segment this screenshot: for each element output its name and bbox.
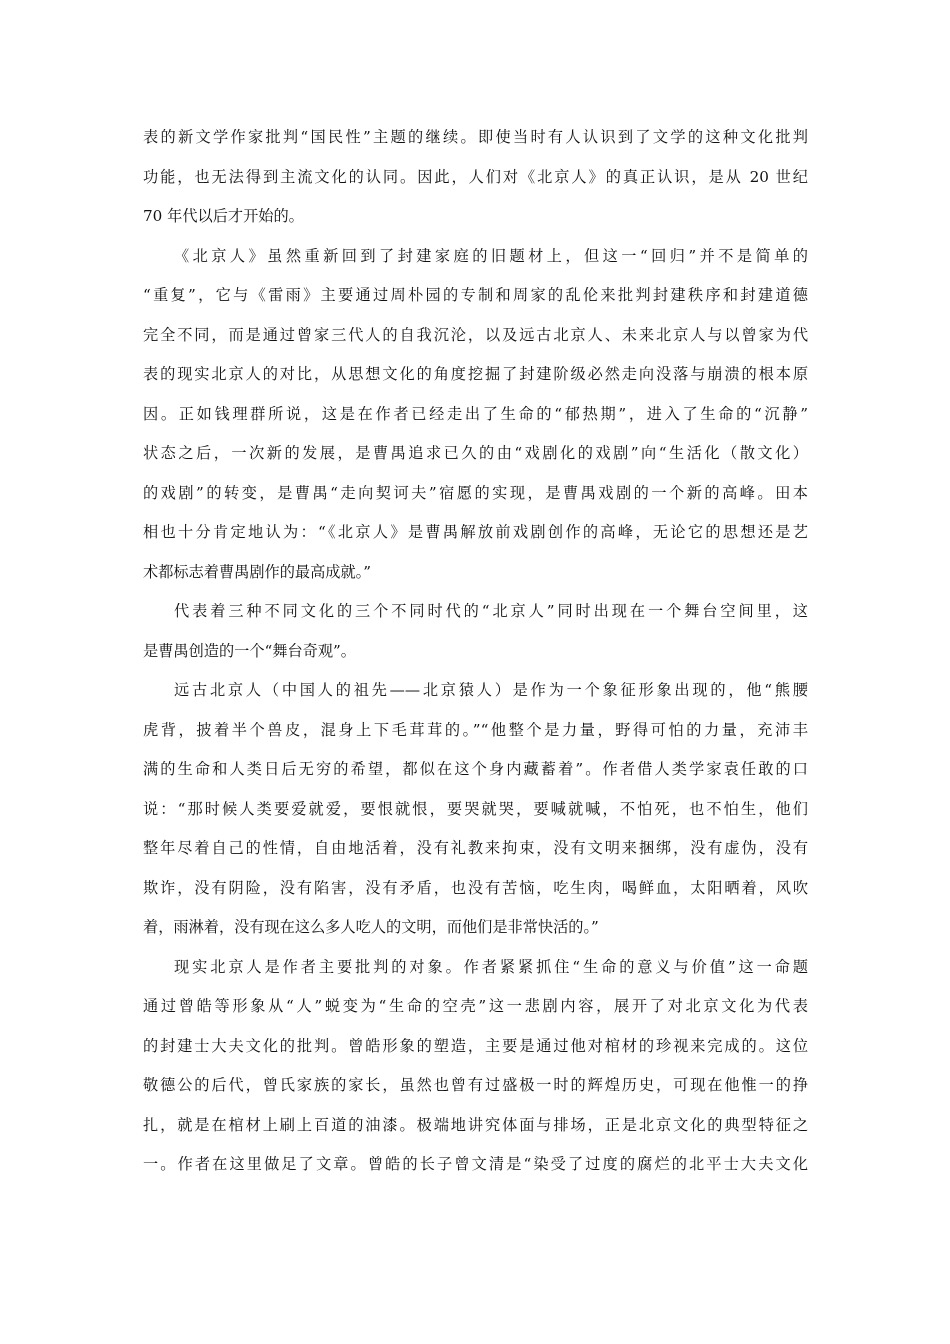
text-line: 敬德公的后代，曾氏家族的家长，虽然也曾有过盛极一时的辉煌历史，可现在他惟一的挣 — [143, 1076, 808, 1094]
text-line: 说：“那时候人类要爱就爱，要恨就恨，要哭就哭，要喊就喊，不怕死，也不怕生，他们 — [143, 799, 808, 818]
text-line: 是曹禺创造的一个“舞台奇观”。 — [143, 641, 356, 660]
paragraph-start-line: 远古北京人（中国人的祖先——北京猿人）是作为一个象征形象出现的，他“熊腰 — [174, 681, 808, 699]
paragraph-start-line: 《北京人》虽然重新回到了封建家庭的旧题材上，但这一“回归”并不是简单的 — [174, 246, 808, 265]
text-line: 扎，就是在棺材上刷上百道的油漆。极端地讲究体面与排场，正是北京文化的典型特征之 — [143, 1115, 808, 1134]
text-line: 70 年代以后才开始的。 — [143, 207, 304, 225]
text-line: 满的生命和人类日后无穷的希望，都似在这个身内藏蓄着”。作者借人类学家袁任敢的口 — [143, 760, 808, 778]
text-line: 整年尽着自己的性情，自由地活着，没有礼教来拘束，没有文明来捆绑，没有虚伪，没有 — [143, 839, 808, 857]
document-page — [143, 118, 808, 1185]
text-line: 的封建士大夫文化的批判。曾皓形象的塑造，主要是通过他对棺材的珍视来完成的。这位 — [143, 1036, 808, 1055]
text-line: 功能，也无法得到主流文化的认同。因此，人们对《北京人》的真正认识，是从 20 世纪 — [143, 167, 808, 186]
text-line: “重复”，它与《雷雨》主要通过周朴园的专制和周家的乱伦来批判封建秩序和封建道德 — [143, 286, 808, 304]
text-line: 虎背，披着半个兽皮，混身上下毛茸茸的。”“他整个是力量，野得可怕的力量，充沛丰 — [143, 720, 808, 739]
text-line: 一。作者在这里做足了文章。曾皓的长子曾文清是“染受了过度的腐烂的北平士大夫文化 — [143, 1155, 808, 1173]
paragraph-start-line: 现实北京人是作者主要批判的对象。作者紧紧抓住“生命的意义与价值”这一命题 — [174, 957, 808, 976]
text-line: 通过曾皓等形象从“人”蜕变为“生命的空壳”这一悲剧内容，展开了对北京文化为代表 — [143, 997, 808, 1015]
text-line: 表的新文学作家批判“国民性”主题的继续。即使当时有人认识到了文学的这种文化批判 — [143, 128, 808, 146]
text-line: 表的现实北京人的对比，从思想文化的角度挖掘了封建阶级必然走向没落与崩溃的根本原 — [143, 365, 808, 383]
text-line: 着，雨淋着，没有现在这么多人吃人的文明，而他们是非常快活的。” — [143, 918, 599, 936]
text-line: 的戏剧”的转变，是曹禺“走向契诃夫”宿愿的实现，是曹禺戏剧的一个新的高峰。田本 — [143, 483, 808, 502]
paragraph-start-line: 代表着三种不同文化的三个不同时代的“北京人”同时出现在一个舞台空间里，这 — [174, 602, 808, 620]
text-line: 完全不同，而是通过曾家三代人的自我沉沦，以及远古北京人、未来北京人与以曾家为代 — [143, 325, 808, 344]
text-line: 因。正如钱理群所说，这是在作者已经走出了生命的“郁热期”，进入了生命的“沉静” — [143, 404, 808, 423]
text-line: 术都标志着曹禺剧作的最高成就。” — [143, 562, 371, 581]
text-line: 相也十分肯定地认为：“《北京人》是曹禺解放前戏剧创作的高峰，无论它的思想还是艺 — [143, 523, 808, 541]
text-line: 状态之后，一次新的发展，是曹禺追求已久的由“戏剧化的戏剧”向“生活化（散文化） — [143, 444, 808, 462]
text-line: 欺诈，没有阴险，没有陷害，没有矛盾，也没有苦恼，吃生肉，喝鲜血，太阳晒着，风吹 — [143, 878, 808, 897]
